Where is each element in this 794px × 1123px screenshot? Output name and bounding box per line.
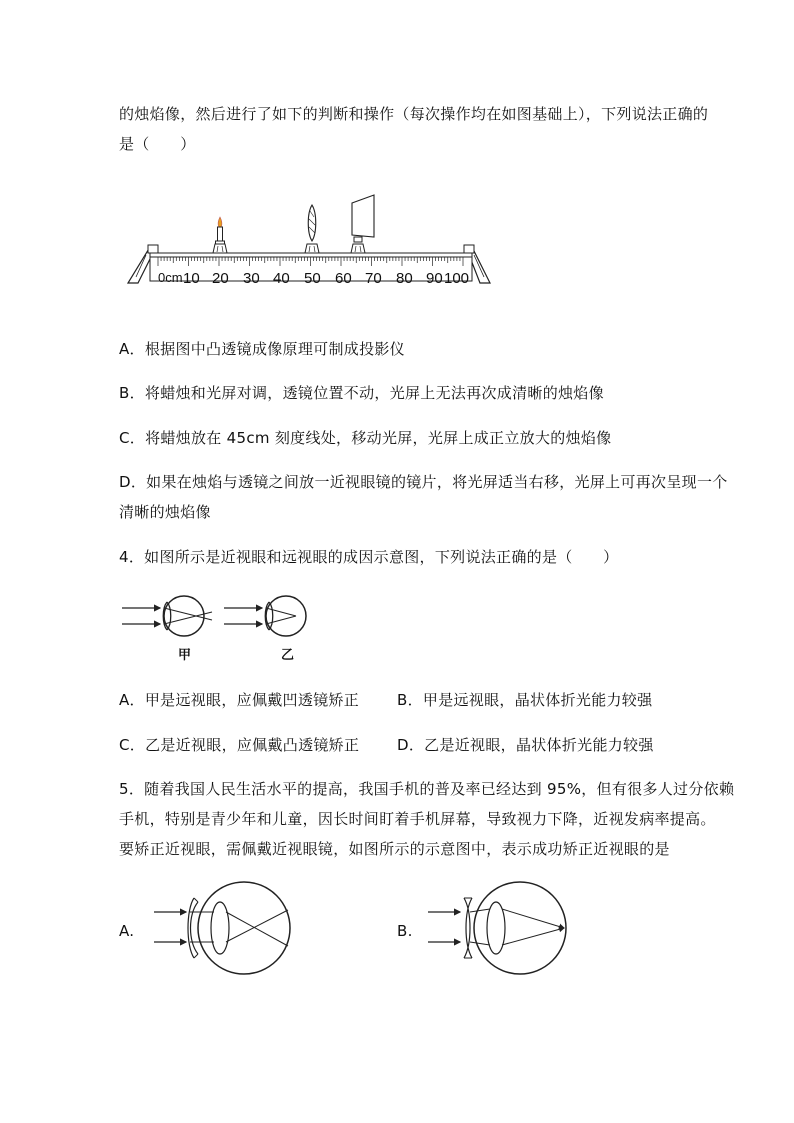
convex-lens (305, 205, 319, 253)
q5-option-a-label: A. (119, 922, 135, 940)
bench-rail (150, 253, 472, 257)
ruler-label-100: 100 (444, 270, 470, 287)
ruler-label-70: 70 (365, 270, 382, 287)
ruler-label-80: 80 (396, 270, 413, 287)
ruler-label-10: 10 (183, 270, 200, 287)
ruler-label-60: 60 (335, 270, 352, 287)
q3-option-a: A．根据图中凸透镜成像原理可制成投影仪 (119, 340, 405, 358)
q5-option-a-diagram (150, 880, 300, 976)
light-screen (351, 195, 374, 253)
q5-line3: 要矫正近视眼，需佩戴近视眼镜，如图所示的示意图中，表示成功矫正近视眼的是 (119, 840, 670, 858)
q4-stem: 4．如图所示是近视眼和远视眼的成因示意图，下列说法正确的是（ ） (119, 548, 619, 566)
ruler-label-90: 90 (426, 270, 443, 287)
q3-stem-line2: 是（ ） (119, 135, 196, 153)
figure-label-jia: 甲 (178, 648, 192, 663)
candle (213, 217, 227, 253)
q3-option-d-line2: 清晰的烛焰像 (119, 503, 211, 521)
q4-option-b: B．甲是远视眼，晶状体折光能力较强 (397, 691, 653, 709)
q5-line2: 手机，特别是青少年和儿童，因长时间盯着手机屏幕，导致视力下降，近视发病率提高。 (119, 810, 716, 828)
ruler-label-0cm: 0cm (158, 270, 183, 285)
q5-line1: 5．随着我国人民生活水平的提高，我国手机的普及率已经达到 95%，但有很多人过分依赖 (119, 780, 735, 798)
figure-label-yi: 乙 (281, 648, 295, 663)
q4-option-c: C．乙是近视眼，应佩戴凸透镜矫正 (119, 736, 360, 754)
eye-yi-diagram (224, 596, 306, 636)
q5-option-b-diagram (426, 880, 576, 976)
ruler-label-40: 40 (273, 270, 290, 287)
q3-stem-line1: 的烛焰像，然后进行了如下的判断和操作（每次操作均在如图基础上），下列说法正确的 (119, 105, 709, 123)
eye-jia-diagram (122, 596, 212, 636)
ruler-label-20: 20 (212, 270, 229, 287)
q4-option-d: D．乙是近视眼，晶状体折光能力较强 (397, 736, 654, 754)
ruler-label-50: 50 (304, 270, 321, 287)
q3-option-b: B．将蜡烛和光屏对调，透镜位置不动，光屏上无法再次成清晰的烛焰像 (119, 384, 604, 402)
q5-option-b-label: B. (397, 922, 413, 940)
q4-option-a: A．甲是远视眼，应佩戴凹透镜矫正 (119, 691, 360, 709)
q3-option-d-line1: D．如果在烛焰与透镜之间放一近视眼镜的镜片，将光屏适当右移，光屏上可再次呈现一个 (119, 473, 728, 491)
ruler-label-30: 30 (243, 270, 260, 287)
q3-option-c: C．将蜡烛放在 45cm 刻度线处，移动光屏，光屏上成正立放大的烛焰像 (119, 429, 612, 447)
